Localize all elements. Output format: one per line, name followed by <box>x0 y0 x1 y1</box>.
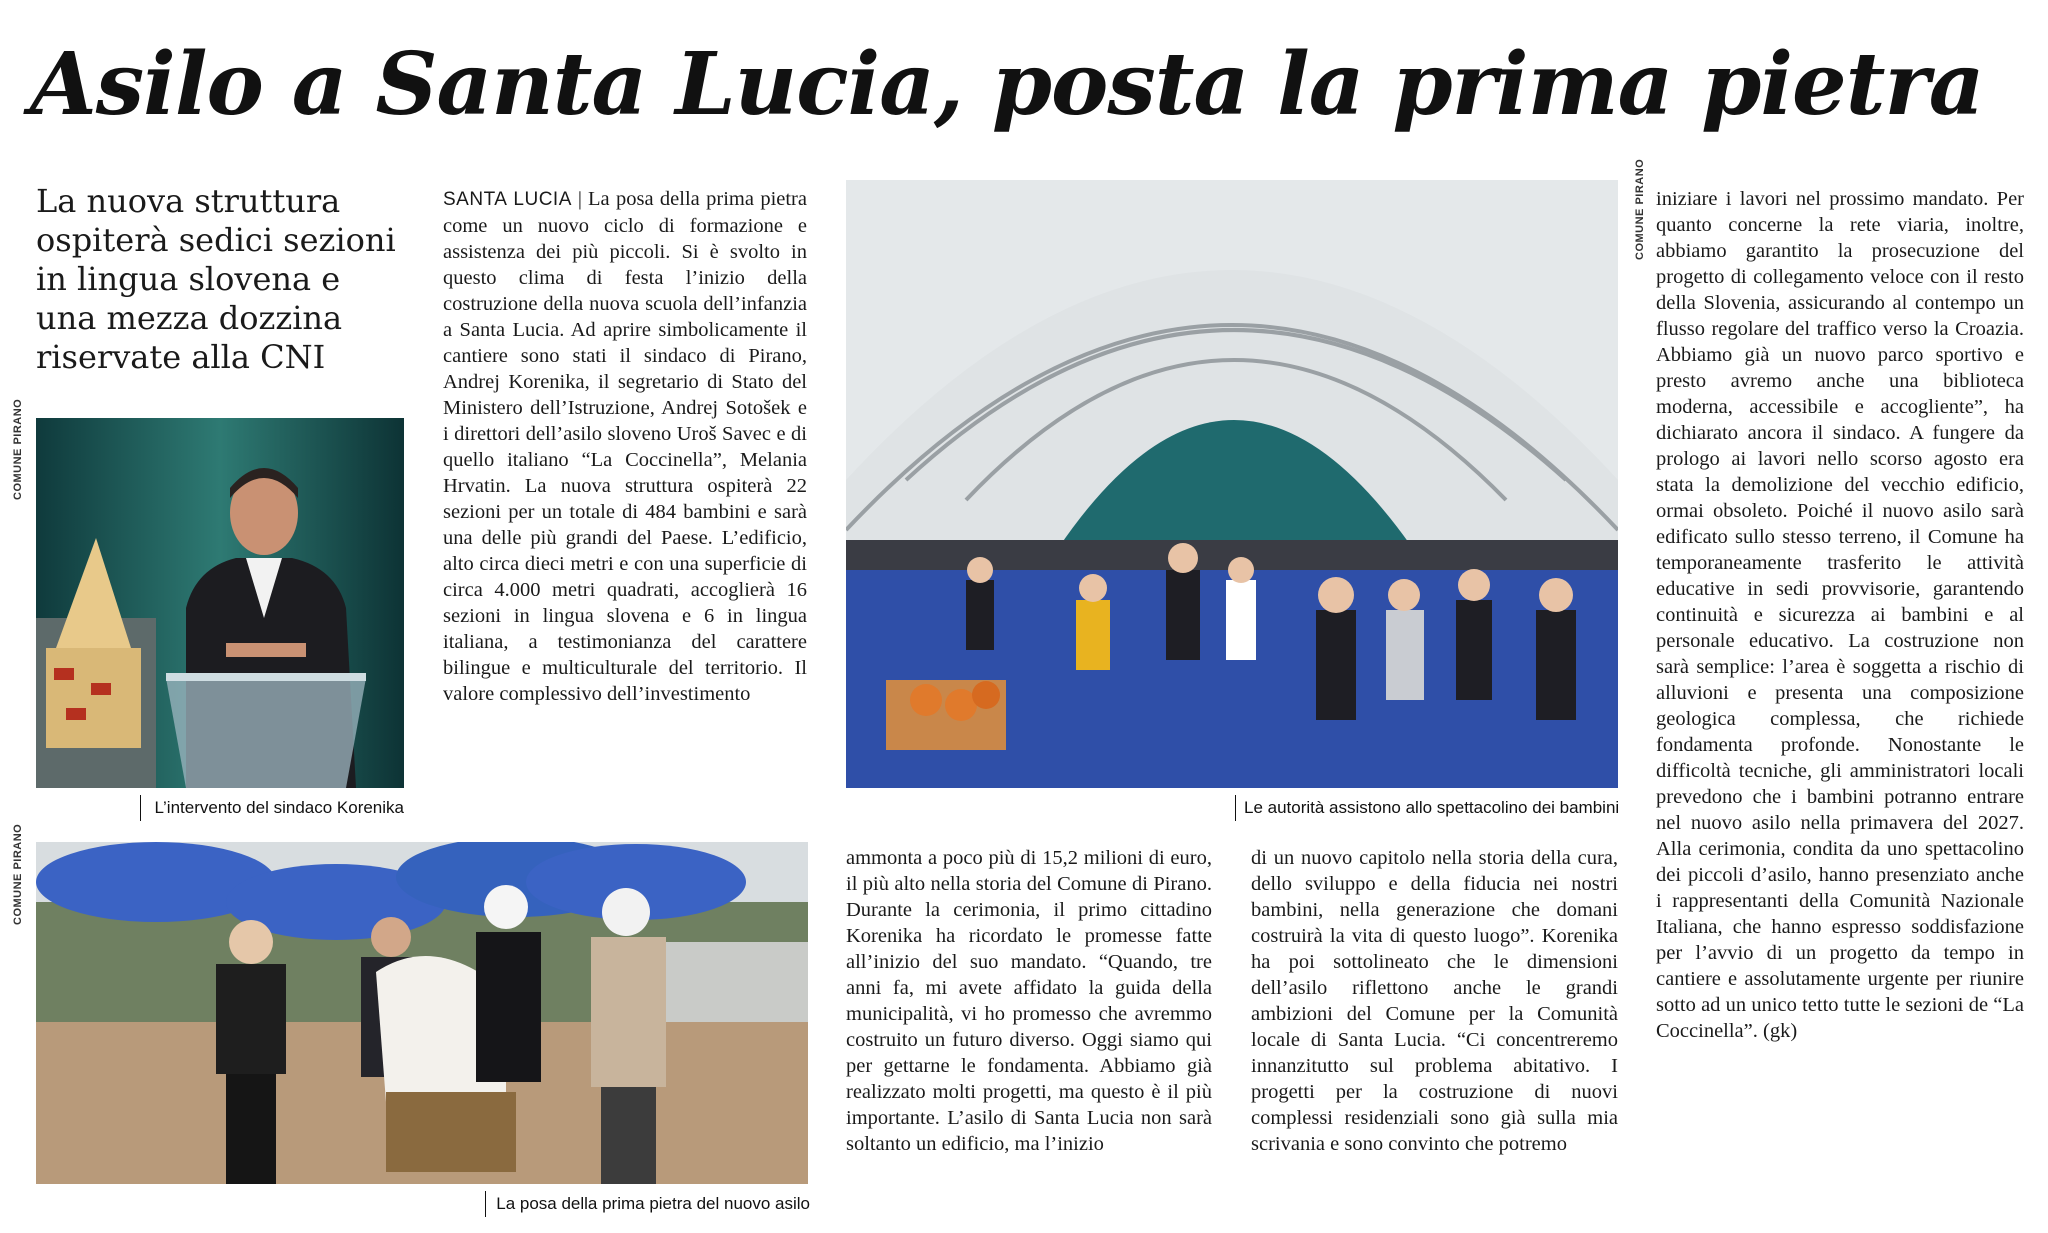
photo-credit-children: COMUNE PIRANO <box>1634 158 1646 260</box>
article-column-3: di un nuovo capitolo nella storia della cura, dello sviluppo e della fiducia nei nostri bambini, nella generazione che domani costruirà la vita di questo luogo”. Korenika ha poi sottolineato che le dimensioni dell’asilo riflettono anche le grandi ambizioni del Comune per la Comunità locale di Santa Lucia. “Ci concentreremo innanzitutto sul problema abitativo. I progetti per la costruzione di nuovi complessi residenziali sono già sulla mia scrivania e sono convinto che potremo <box>1251 847 1618 1155</box>
caption-ceremony: La posa della prima pietra del nuovo asilo <box>485 1191 810 1217</box>
dateline: SANTA LUCIA <box>443 189 572 210</box>
children-photo <box>846 180 1618 788</box>
caption-mayor: L’intervento del sindaco Korenika <box>140 795 404 821</box>
article-column-2: ammonta a poco più di 15,2 milioni di euro, il più alto nella storia del Comune di Pirano. Durante la cerimonia, il primo cittadino Korenika ha ricordato le promesse fatte all’inizio del suo mandato. “Quando, tre anni fa, mi avete affidato la guida della municipalità, vi ho promesso che avremmo costruito un futuro diverso. Oggi siamo qui per gettarne le fondamenta. Abbiamo già realizzato molti progetti, ma questo è il più importante. L’asilo di Santa Lucia non sarà soltanto un edificio, ma l’inizio <box>846 847 1212 1155</box>
photo-credit-ceremony: COMUNE PIRANO <box>12 823 24 925</box>
article-column-1: SANTA LUCIA | La posa della prima pietra come un nuovo ciclo di formazione e assistenza dei più piccoli. Si è svolto in questo clima di festa l’inizio della costruzione della nuova scuola dell’infanzia a Santa Lucia. Ad aprire simbolicamente il cantiere sono stati il sindaco di Pirano, Andrej Korenika, il segretario di Stato del Ministero dell’Istruzione, Andrej Sotošek e i direttori dell’asilo sloveno Uroš Savec e di quello italiano “La Coccinella”, Melania Hrvatin. La nuova struttura ospiterà 22 sezioni per un totale di 484 bambini e sarà una delle più grandi del Paese. L’edificio, alto circa dieci metri e con una superficie di circa 4.000 metri quadrati, accoglierà 16 sezioni in lingua slovena e 6 in lingua italiana, a testimonianza del carattere bilingue e multiculturale del territorio. Il valore complessivo dell’investimento <box>443 188 807 705</box>
subheadline: La nuova struttura ospiterà sedici sezioni in lingua slovena e una mezza dozzina riservate alla CNI <box>36 182 396 376</box>
caption-children: Le autorità assistono allo spettacolino dei bambini <box>1235 795 1619 821</box>
article-column-1-text: La posa della prima pietra come un nuovo ciclo di formazione e assistenza dei più piccoli. Si è svolto in questo clima di festa l’inizio della costruzione della nuova scuola dell’infanzia a Santa Lucia. Ad aprire simbolicamente il cantiere sono stati il sindaco di Pirano, Andrej Korenika, il segretario di Stato del Ministero dell’Istruzione, Andrej Sotošek e i direttori dell’asilo sloveno Uroš Savec e di quello italiano “La Coccinella”, Melania Hrvatin. La nuova struttura ospiterà 22 sezioni per un totale di 484 bambini e sarà una delle più grandi del Paese. L’edificio, alto circa dieci metri e con una superficie di circa 4.000 metri quadrati, accoglierà 16 sezioni in lingua slovena e 6 in lingua italiana, a testimonianza del carattere bilingue e multiculturale del territorio. Il valore complessivo dell’investimento <box>443 188 807 705</box>
photo-credit-mayor: COMUNE PIRANO <box>12 398 24 500</box>
mayor-photo <box>36 418 404 788</box>
headline: Asilo a Santa Lucia, posta la prima pietra <box>30 34 1984 135</box>
ceremony-photo <box>36 842 808 1184</box>
article-column-4: iniziare i lavori nel prossimo mandato. Per quanto concerne la rete viaria, inoltre, abbiamo garantito la prosecuzione del progetto di collegamento veloce con il resto della Slovenia, assicurando al contempo un flusso regolare del traffico verso la Croazia. Abbiamo già un nuovo parco sportivo e presto avremo anche una biblioteca moderna, accessibile e accogliente”, ha dichiarato ancora il sindaco. A fungere da prologo ai lavori nello scorso agosto era stata la demolizione del vecchio edificio, ormai obsoleto. Poiché il nuovo asilo sarà edificato sullo stesso terreno, il Comune ha temporaneamente trasferito le attività educative in sedi provvisorie, garantendo continuità e sicurezza ai bambini e al personale educativo. La costruzione non sarà semplice: l’area è soggetta a rischio di alluvioni e presenta una composizione geologica complessa, che richiede fondamenta profonde. Nonostante le difficoltà tecniche, gli amministratori locali prevedono che i bambini potranno entrare nel nuovo asilo nella primavera del 2027. Alla cerimonia, condita da uno spettacolino dei piccoli d’asilo, hanno presenziato anche i rappresentanti della Comunità Nazionale Italiana, che hanno espresso soddisfazione per l’avvio di un progetto da tempo in cantiere e assolutamente urgente per riunire sotto ad un unico tetto tutte le sezioni de “La Coccinella”. (gk) <box>1656 188 2024 1042</box>
